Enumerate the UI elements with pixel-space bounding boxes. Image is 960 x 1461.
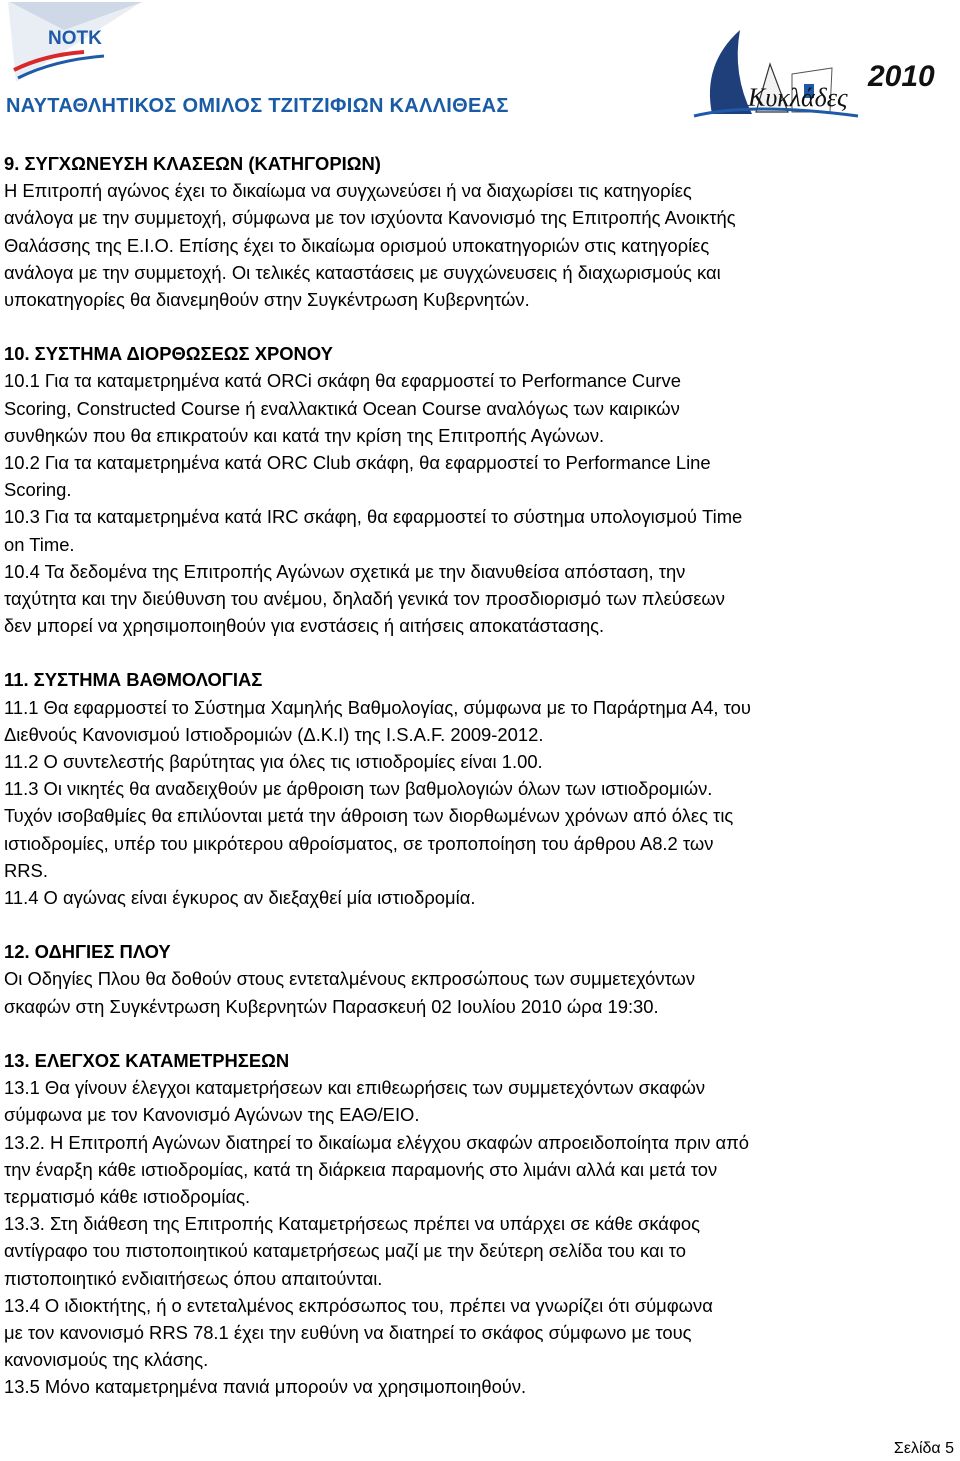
text-line: Η Επιτροπή αγώνος έχει το δικαίωμα να συγχωνεύσει ή να διαχωρίσει τις κατηγορίες [4,180,692,202]
section-9 [4,150,958,313]
text-line: δεν μπορεί να χρησιμοποιηθούν για ενστάσεις ή αιτήσεις αποκατάστασης. [4,615,605,637]
section-12 [4,938,958,1020]
text-line: ανάλογα με την συμμετοχή. Οι τελικές καταστάσεις με συγχώνευσεις ή διαχωρισμούς και [4,261,721,283]
text-line: κανονισμούς της κλάσης. [4,1349,209,1371]
text-line: υποκατηγορίες θα διανεμηθούν στην Συγκέντρωση Κυβερνητών. [4,289,530,311]
paragraph-gap [4,313,958,340]
text-line: τερματισμό κάθε ιστιοδρομίας. [4,1185,251,1207]
text-line: 11.3 Οι νικητές θα αναδειχθούν με άρθροιση των βαθμολογιών όλων των ιστιοδρομιών. [4,778,713,800]
text-line: Οι Οδηγίες Πλου θα δοθούν στους εντεταλμένους εκπροσώπους των συμμετεχόντων [4,968,696,990]
page-number: Σελίδα 5 [893,1440,954,1457]
section-heading: 12. ΟΔΗΓΙΕΣ ΠΛΟΥ [4,941,171,963]
text-line: on Time. [4,533,75,555]
text-line: ιστιοδρομίες, υπέρ του μικρότερου αθροίσματος, σε τροποποίηση του άρθρου Α8.2 των [4,832,714,854]
section-13 [4,1047,958,1401]
text-line: 11.1 Θα εφαρμοστεί το Σύστημα Χαμηλής Βαθμολογίας, σύμφωνα με το Παράρτημα Α4, του [4,696,751,718]
text-line: 13.1 Θα γίνουν έλεγχοι καταμετρήσεων και επιθεωρήσεις των συμμετεχόντων σκαφών [4,1077,706,1099]
text-line: πιστοποιητικό ενδιαιτήσεως όπου απαιτούνται. [4,1267,383,1289]
text-line: 10.1 Για τα καταμετρημένα κατά ORCi σκάφη θα εφαρμοστεί το Performance Curve [4,370,681,392]
section-heading: 11. ΣΥΣΤΗΜΑ ΒΑΘΜΟΛΟΓΙΑΣ [4,669,263,691]
text-line: Διεθνούς Κανονισμού Ιστιοδρομιών (Δ.Κ.Ι) της I.S.A.F. 2009-2012. [4,723,544,745]
event-logo [692,24,860,120]
text-line: αντίγραφο του πιστοποιητικού καταμετρήσεως μαζί με την δεύτερη σελίδα του και το [4,1240,687,1262]
text-line: 13.5 Μόνο καταμετρημένα πανιά μπορούν να χρησιμοποιηθούν. [4,1376,527,1398]
section-heading: 10. ΣΥΣΤΗΜΑ ΔΙΟΡΘΩΣΕΩΣ ΧΡΟΝΟΥ [4,343,333,365]
sail-icon [710,30,752,114]
text-line: με τον κανονισμό RRS 78.1 έχει την ευθύνη να διατηρεί το σκάφος σύμφωνο με τους [4,1321,692,1343]
section-heading: 13. ΕΛΕΓΧΟΣ ΚΑΤΑΜΕΤΡΗΣΕΩΝ [4,1049,290,1071]
text-line: 13.3. Στη διάθεση της Επιτροπής Καταμετρήσεως πρέπει να υπάρχει σε κάθε σκάφος [4,1213,700,1235]
logo-text: NOTK [48,28,102,49]
text-line: την έναρξη κάθε ιστιοδρομίας, κατά τη διάρκεια παραμονής στο λιμάνι αλλά και μετά τον [4,1158,718,1180]
section-heading: 9. ΣΥΓΧΩΝΕΥΣΗ ΚΛΑΣΕΩΝ (ΚΑΤΗΓΟΡΙΩΝ) [4,153,381,174]
text-line: ταχύτητα και την διεύθυνση του ανέμου, δηλαδή γενικά τον προσδιορισμό των πλεύσεων [4,588,725,610]
text-line: 10.4 Τα δεδομένα της Επιτροπής Αγώνων σχετικά με την διανυθείσα απόσταση, την [4,560,686,582]
document-body [4,150,958,1401]
text-line: Scoring, Constructed Course ή εναλλακτικά Ocean Course αναλόγως των καιρικών [4,397,680,419]
paragraph-gap [4,911,958,938]
text-line: ανάλογα με την συμμετοχή, σύμφωνα με τον ισχύοντα Κανονισμό της Επιτροπής Ανοικτής [4,207,736,229]
text-line: συνθηκών που θα επικρατούν και κατά την κρίση της Επιτροπής Αγώνων. [4,424,605,446]
text-line: 13.2. Η Επιτροπή Αγώνων διατηρεί το δικαίωμα ελέγχου σκαφών απροειδοποίητα πριν από [4,1131,750,1153]
club-logo [4,0,144,84]
text-line: 10.2 Για τα καταμετρημένα κατά ORC Club σκάφη, θα εφαρμοστεί το Performance Line [4,452,711,474]
section-10 [4,340,958,639]
text-line: 13.4 Ο ιδιοκτήτης, ή ο εντεταλμένος εκπρόσωπος του, πρέπει να γνωρίζει ότι σύμφωνα [4,1294,713,1316]
club-name: ΝΑΥΤΑΘΛΗΤΙΚΟΣ ΟΜΙΛΟΣ ΤΖΙΤΖΙΦΙΩΝ ΚΑΛΛΙΘΕΑΣ [6,95,509,117]
event-logo-text: Κυκλάδες [748,83,848,112]
text-line: 11.4 Ο αγώνας είναι έγκυρος αν διεξαχθεί μία ιστιοδρομία. [4,887,476,909]
text-line: σύμφωνα με τον Κανονισμό Αγώνων της ΕΑΘ/ΕΙΟ. [4,1104,420,1126]
text-line: Τυχόν ισοβαθμίες θα επιλύονται μετά την άθροιση των διορθωμένων χρόνων από όλες τις [4,805,734,827]
text-line: Θαλάσσης της Ε.Ι.Ο. Επίσης έχει το δικαίωμα ορισμού υποκατηγοριών στις κατηγορίες [4,234,710,256]
paragraph-gap [4,1020,958,1047]
event-year: 2010 [868,60,935,93]
paragraph-gap [4,639,958,666]
text-line: 10.3 Για τα καταμετρημένα κατά IRC σκάφη, θα εφαρμοστεί το σύστημα υπολογισμού Time [4,506,743,528]
text-line: RRS. [4,859,48,881]
text-line: 11.2 Ο συντελεστής βαρύτητας για όλες τις ιστιοδρομίες είναι 1.00. [4,751,543,773]
text-line: Scoring. [4,479,72,501]
section-11 [4,666,958,911]
text-line: σκαφών στη Συγκέντρωση Κυβερνητών Παρασκευή 02 Ιουλίου 2010 ώρα 19:30. [4,995,659,1017]
